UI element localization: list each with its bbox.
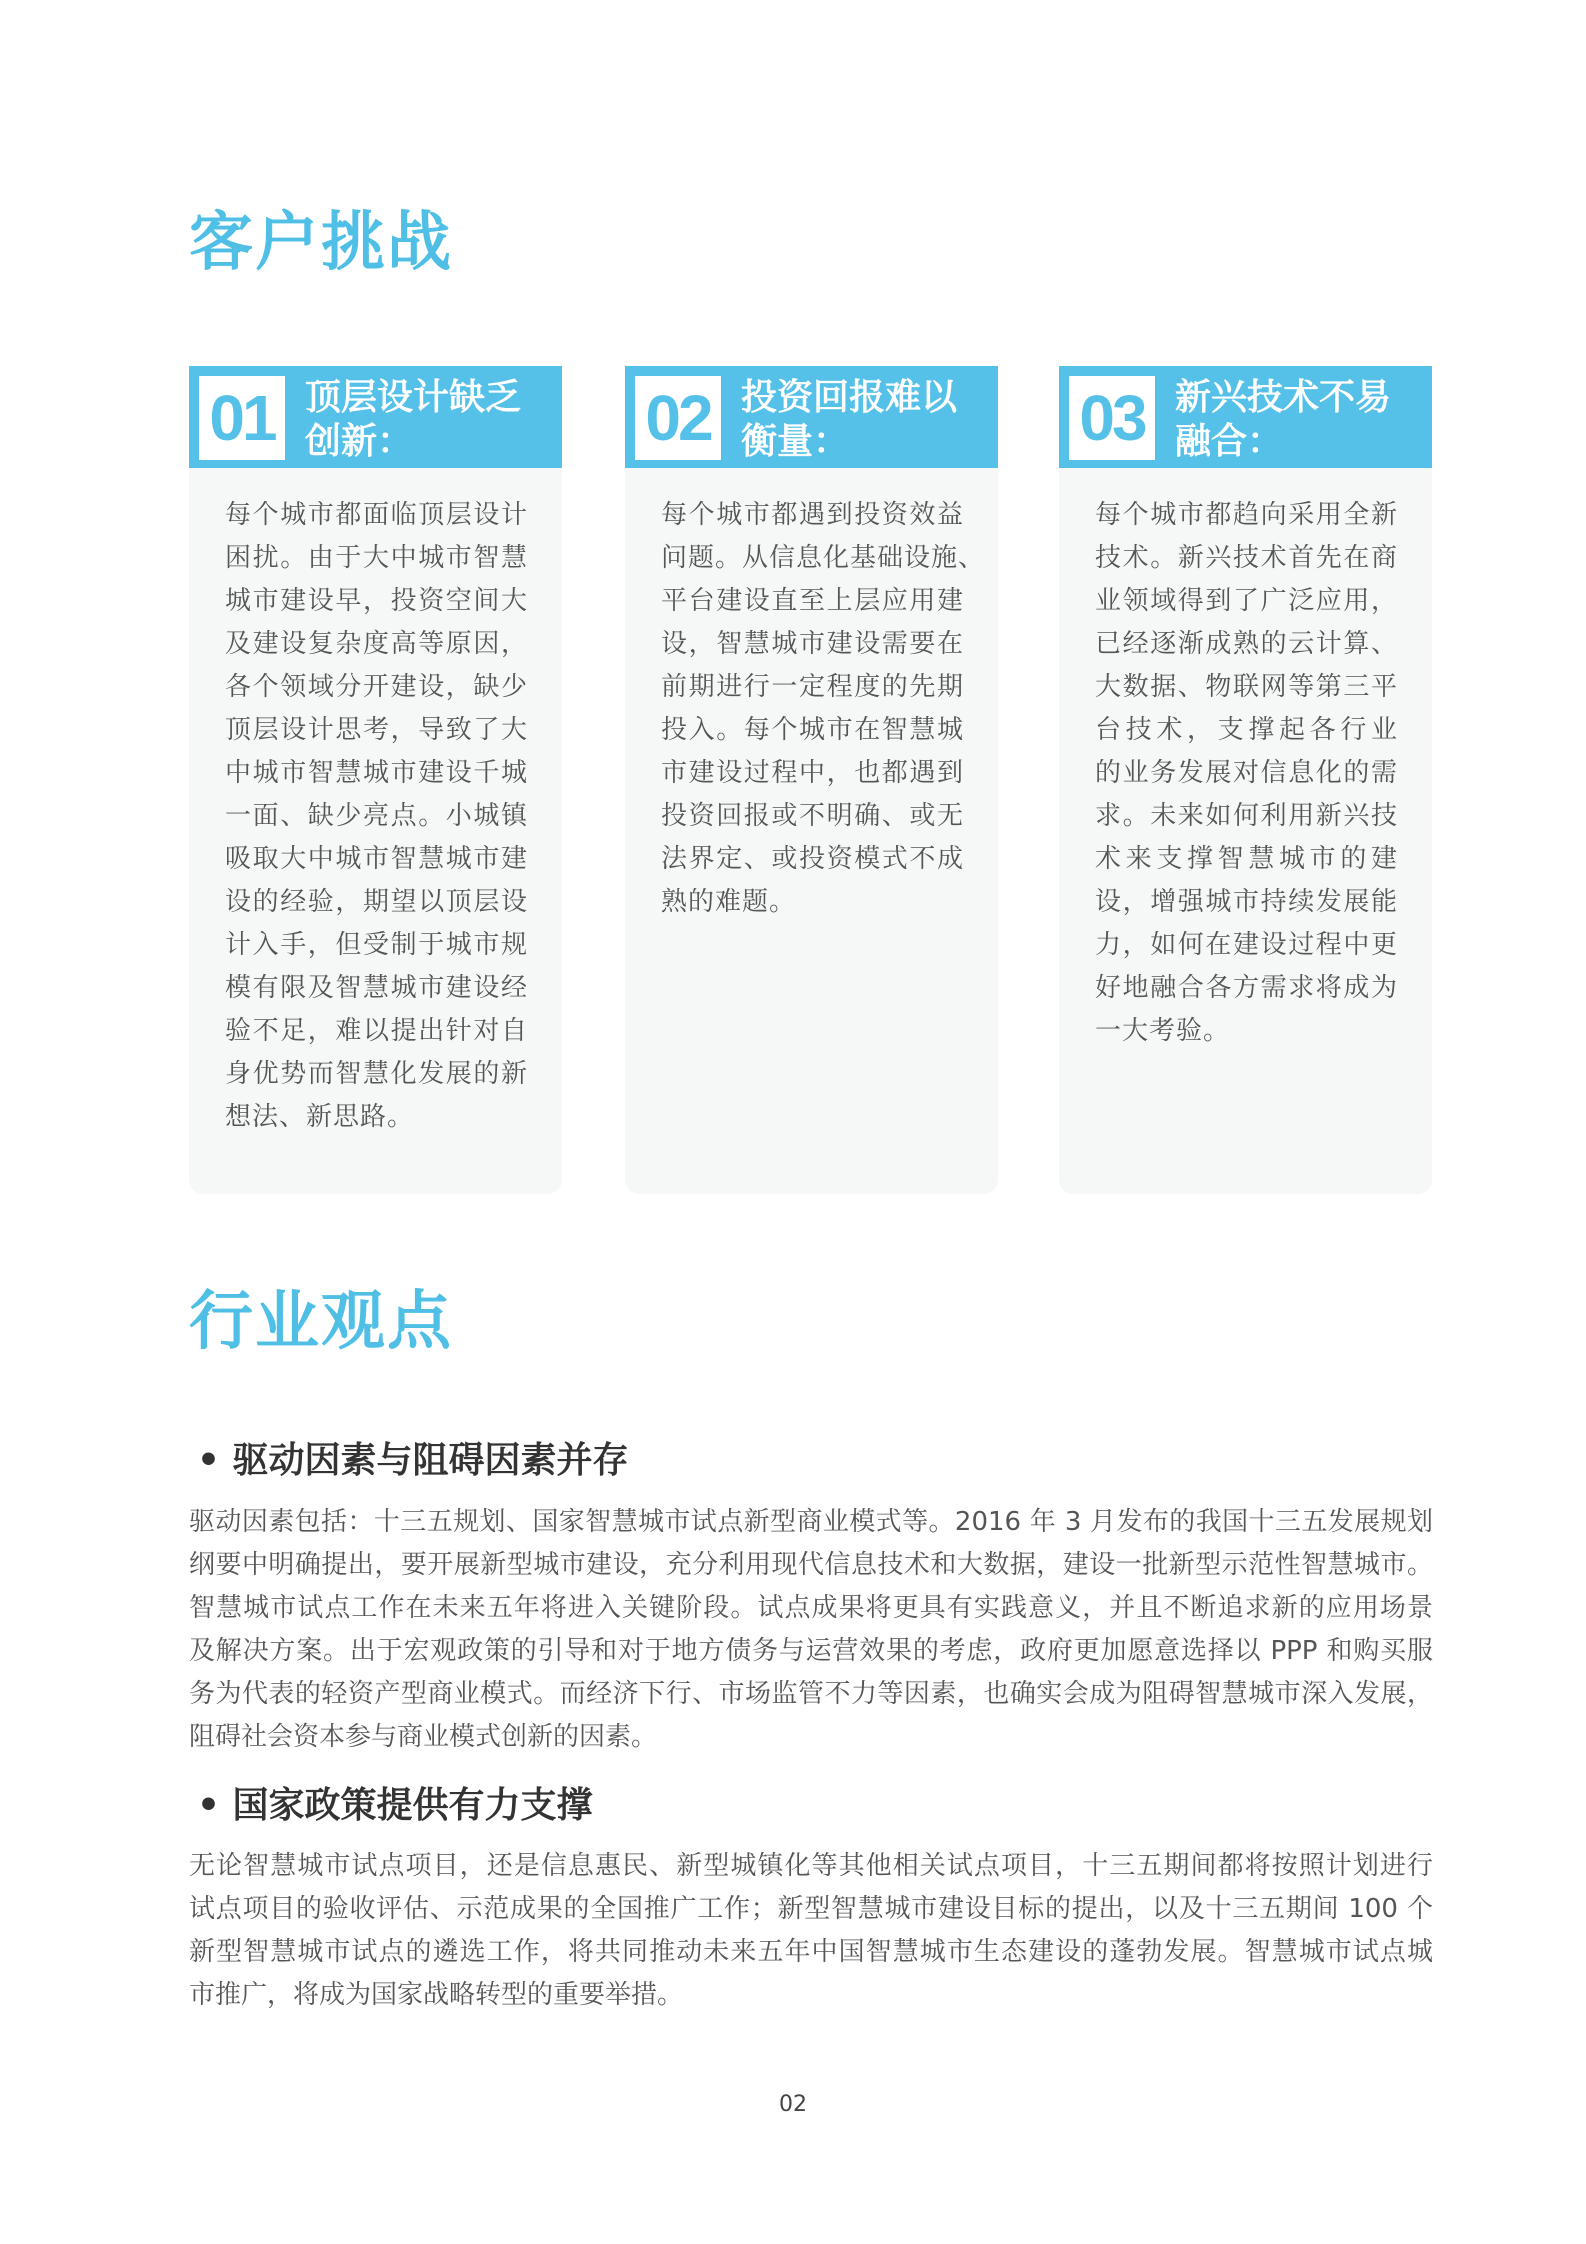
- paragraph-line: 务为代表的轻资产型商业模式。而经济下行、市场监管不力等因素，也确实会成为阻碍智慧城市深入发展，: [189, 1679, 1433, 1709]
- card-body-line: 中城市智慧城市建设千城: [225, 758, 528, 788]
- card-header: [189, 366, 562, 468]
- card-body-line: 已经逐渐成熟的云计算、: [1095, 629, 1398, 659]
- card-body-line: 法界定、或投资模式不成: [661, 844, 964, 874]
- viewpoint-heading-drivers: • 驱动因素与阻碍因素并存: [197, 1440, 629, 1481]
- card-body-line: 问题。从信息化基础设施、: [661, 543, 986, 573]
- card-title: [741, 376, 988, 464]
- card-body-line: 的业务发展对信息化的需: [1095, 758, 1398, 788]
- card-body-line: 台技术，支撑起各行业: [1095, 715, 1398, 745]
- card-body-line: 顶层设计思考，导致了大: [225, 715, 528, 745]
- card-body-line: 业领域得到了广泛应用，: [1095, 586, 1398, 616]
- card-body-line: 投入。每个城市在智慧城: [661, 715, 964, 745]
- card-body-line: 设的经验，期望以顶层设: [225, 887, 528, 917]
- card-body-line: 城市建设早，投资空间大: [225, 586, 528, 616]
- paragraph-line: 及解决方案。出于宏观政策的引导和对于地方债务与运营效果的考虑，政府更加愿意选择以 PPP 和购买服: [189, 1636, 1433, 1666]
- card-body-line: 好地融合各方需求将成为: [1095, 973, 1398, 1003]
- section-title-challenges: 客户挑战: [189, 206, 453, 280]
- paragraph-line: 市推广，将成为国家战略转型的重要举措。: [189, 1980, 684, 2010]
- paragraph-line: 纲要中明确提出，要开展新型城市建设，充分利用现代信息技术和大数据，建设一批新型示范性智慧城市。: [189, 1550, 1433, 1580]
- card-body-line: 每个城市都趋向采用全新: [1095, 500, 1398, 530]
- viewpoint-paragraph-drivers: [189, 1501, 1433, 1759]
- card-body-line: 吸取大中城市智慧城市建: [225, 844, 528, 874]
- card-header: [1059, 366, 1432, 468]
- page-number: 02: [779, 2092, 807, 2117]
- card-title: [1175, 376, 1422, 464]
- paragraph-line: 智慧城市试点工作在未来五年将进入关键阶段。试点成果将更具有实践意义，并且不断追求新的应用场景: [189, 1593, 1433, 1623]
- challenge-card: [1059, 366, 1432, 1194]
- card-body-line: 投资回报或不明确、或无: [661, 801, 964, 831]
- card-body-line: 力，如何在建设过程中更: [1095, 930, 1398, 960]
- card-title-line: 衡量：: [741, 421, 850, 462]
- card-title: [305, 376, 552, 464]
- card-body-line: 困扰。由于大中城市智慧: [225, 543, 528, 573]
- card-body-line: 每个城市都面临顶层设计: [225, 500, 528, 530]
- challenge-card: [189, 366, 562, 1194]
- card-number: 02: [635, 376, 721, 460]
- card-body-line: 术来支撑智慧城市的建: [1095, 844, 1398, 874]
- paragraph-line: 试点项目的验收评估、示范成果的全国推广工作；新型智慧城市建设目标的提出，以及十三五期间 100 个: [189, 1894, 1433, 1924]
- card-body-line: 想法、新思路。: [225, 1102, 415, 1132]
- card-number: 01: [199, 376, 285, 460]
- card-body-line: 熟的难题。: [661, 887, 797, 917]
- card-body-line: 求。未来如何利用新兴技: [1095, 801, 1398, 831]
- card-body-line: 身优势而智慧化发展的新: [225, 1059, 528, 1089]
- card-header: [625, 366, 998, 468]
- card-body-line: 各个领域分开建设，缺少: [225, 672, 528, 702]
- challenge-card: [625, 366, 998, 1194]
- section-title-viewpoints: 行业观点: [189, 1285, 453, 1359]
- paragraph-line: 驱动因素包括：十三五规划、国家智慧城市试点新型商业模式等。2016 年 3 月发布的我国十三五发展规划: [189, 1507, 1433, 1537]
- card-title-line: 创新：: [305, 421, 414, 462]
- card-body-line: 设，增强城市持续发展能: [1095, 887, 1398, 917]
- viewpoint-heading-policy: • 国家政策提供有力支撑: [197, 1785, 593, 1826]
- card-body-line: 每个城市都遇到投资效益: [661, 500, 964, 530]
- card-body-line: 一大考验。: [1095, 1016, 1231, 1046]
- card-body: [1059, 468, 1432, 1053]
- card-title-line: 融合：: [1175, 421, 1284, 462]
- card-body-line: 技术。新兴技术首先在商: [1095, 543, 1398, 573]
- card-body-line: 设，智慧城市建设需要在: [661, 629, 964, 659]
- paragraph-line: 新型智慧城市试点的遴选工作，将共同推动未来五年中国智慧城市生态建设的蓬勃发展。智慧城市试点城: [189, 1937, 1433, 1967]
- card-body-line: 一面、缺少亮点。小城镇: [225, 801, 528, 831]
- card-body-line: 大数据、物联网等第三平: [1095, 672, 1398, 702]
- card-body-line: 验不足，难以提出针对自: [225, 1016, 528, 1046]
- card-body-line: 市建设过程中，也都遇到: [661, 758, 964, 788]
- card-body: [625, 468, 998, 924]
- card-title-line: 投资回报难以: [741, 377, 958, 418]
- card-title-line: 新兴技术不易: [1175, 377, 1392, 418]
- paragraph-line: 无论智慧城市试点项目，还是信息惠民、新型城镇化等其他相关试点项目，十三五期间都将按照计划进行: [189, 1851, 1433, 1881]
- card-number: 03: [1069, 376, 1155, 460]
- card-body-line: 模有限及智慧城市建设经: [225, 973, 528, 1003]
- viewpoint-paragraph-policy: [189, 1845, 1433, 2017]
- paragraph-line: 阻碍社会资本参与商业模式创新的因素。: [189, 1722, 658, 1752]
- card-body: [189, 468, 562, 1139]
- card-body-line: 前期进行一定程度的先期: [661, 672, 964, 702]
- card-body-line: 平台建设直至上层应用建: [661, 586, 964, 616]
- card-body-line: 计入手，但受制于城市规: [225, 930, 528, 960]
- card-body-line: 及建设复杂度高等原因，: [225, 629, 528, 659]
- card-title-line: 顶层设计缺乏: [305, 377, 522, 418]
